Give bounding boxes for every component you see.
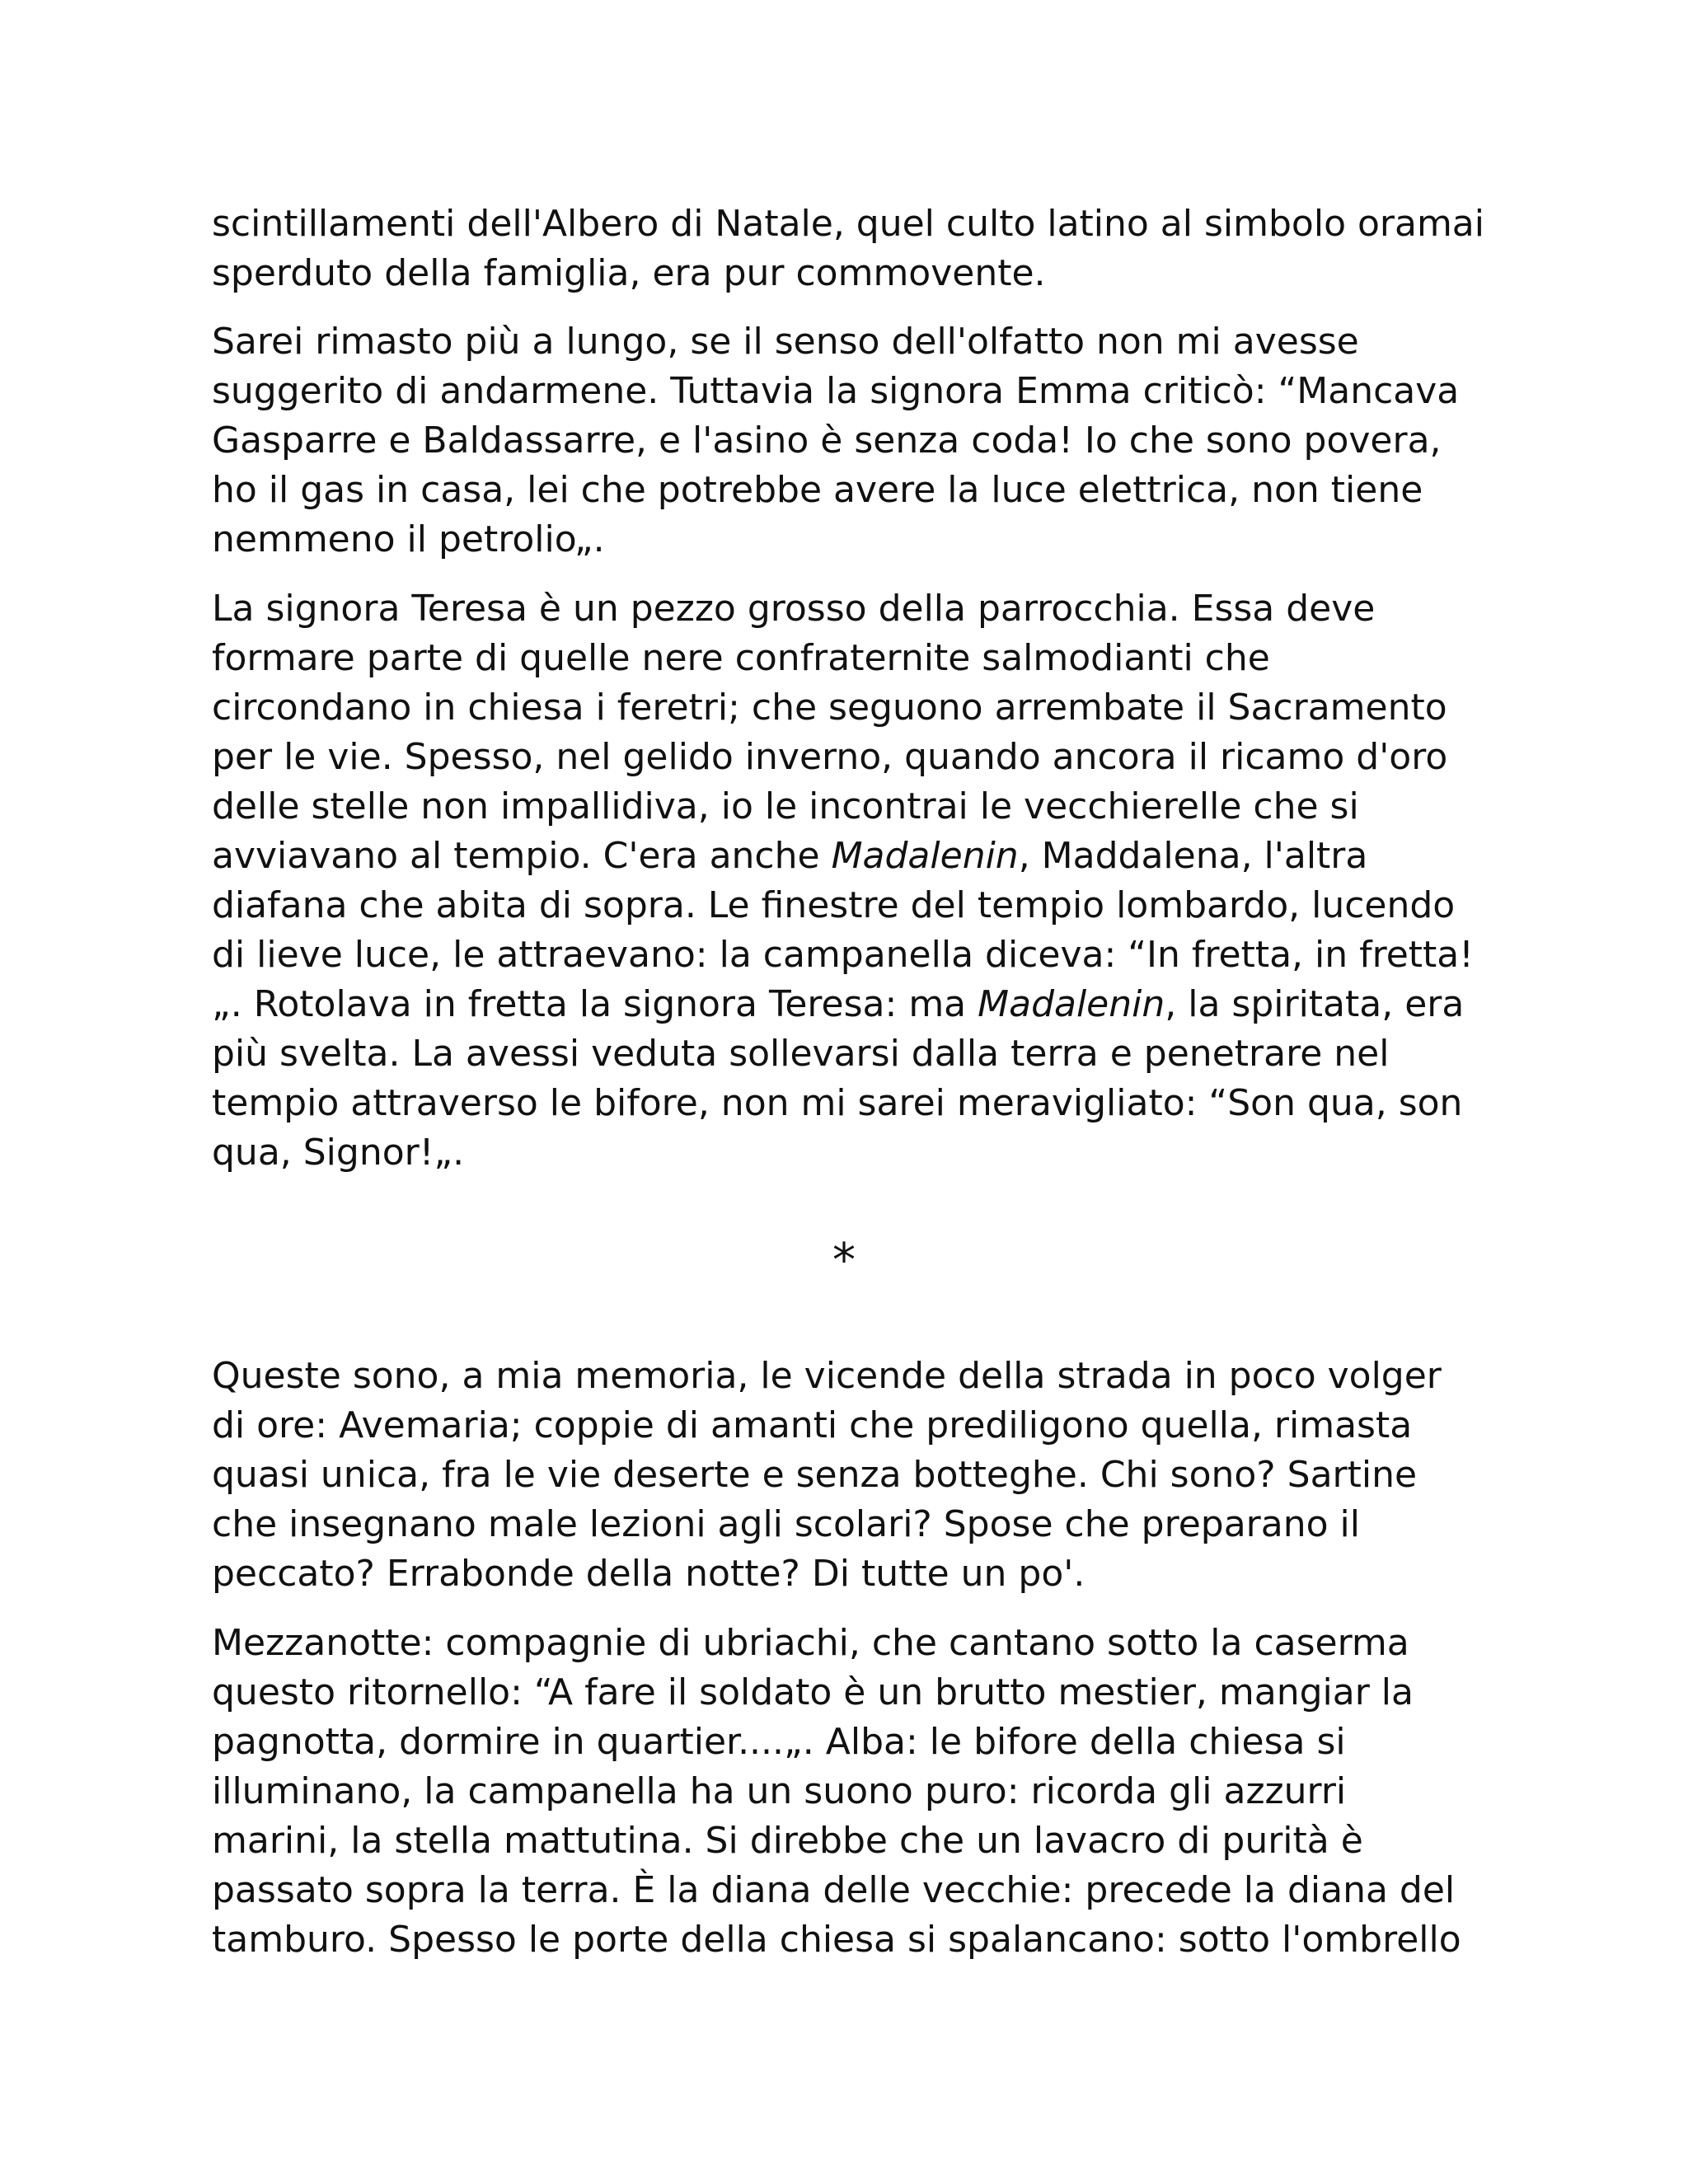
text-line: suggerito di andarmene. Tuttavia la signora Emma criticò: “Mancava (212, 370, 1460, 412)
text-line: peccato? Errabonde della notte? Di tutte un po'. (212, 1553, 1085, 1595)
italic-name: Madalenin (831, 835, 1019, 877)
paragraph-3 (212, 584, 1498, 1178)
text-line: Sarei rimasto più a lungo, se il senso dell'olfatto non mi avesse (212, 321, 1359, 363)
paragraph-4 (212, 1352, 1498, 1599)
text-line: marini, la stella mattutina. Si direbbe che un lavacro di purità è (212, 1820, 1363, 1862)
paragraph-1 (212, 199, 1498, 298)
text-line: Gasparre e Baldassarre, e l'asino è senza coda! Io che sono povera, (212, 419, 1442, 462)
text-line: questo ritornello: “A fare il soldato è un brutto mestier, mangiar la (212, 1671, 1414, 1713)
text-line: qua, Signor!„. (212, 1132, 465, 1174)
section-separator: * (832, 1234, 856, 1287)
text-line: La signora Teresa è un pezzo grosso della parrocchia. Essa deve (212, 588, 1376, 630)
text-line: sperduto della famiglia, era pur commovente. (212, 252, 1046, 294)
text-line: più svelta. La avessi veduta sollevarsi dalla terra e penetrare nel (212, 1033, 1390, 1075)
text-fragment: „. Rotolava in fretta la signora Teresa: ma (212, 983, 978, 1025)
text-line: passato sopra la terra. È la diana delle vecchie: precede la diana del (212, 1869, 1456, 1911)
text-line (212, 980, 1498, 1029)
text-fragment: , Maddalena, l'altra (1018, 835, 1368, 877)
text-line: diafana che abita di sopra. Le finestre del tempio lombardo, lucendo (212, 884, 1456, 926)
text-line: per le vie. Spesso, nel gelido inverno, quando ancora il ricamo d'oro (212, 736, 1448, 778)
text-line: formare parte di quelle nere confraternite salmodianti che (212, 637, 1270, 679)
text-fragment: , la spiritata, era (1165, 983, 1465, 1025)
text-line: tempio attraverso le bifore, non mi sarei meravigliato: “Son qua, son (212, 1082, 1463, 1124)
text-line: delle stelle non impallidiva, io le incontrai le vecchierelle che si (212, 785, 1359, 827)
text-line: quasi unica, fra le vie deserte e senza botteghe. Chi sono? Sartine (212, 1454, 1418, 1496)
text-line: che insegnano male lezioni agli scolari? Spose che preparano il (212, 1503, 1360, 1545)
text-line: nemmeno il petrolio„. (212, 518, 605, 560)
text-line: scintillamenti dell'Albero di Natale, quel culto latino al simbolo oramai (212, 203, 1484, 245)
paragraph-2 (212, 317, 1498, 565)
text-line: Mezzanotte: compagnie di ubriachi, che cantano sotto la caserma (212, 1622, 1409, 1664)
italic-name: Madalenin (978, 983, 1165, 1025)
text-line: pagnotta, dormire in quartier....„. Alba: le bifore della chiesa si (212, 1721, 1346, 1763)
text-line: di ore: Avemaria; coppie di amanti che prediligono quella, rimasta (212, 1404, 1413, 1446)
text-line: tamburo. Spesso le porte della chiesa si spalancano: sotto l'ombrello (212, 1919, 1461, 1961)
text-line: ho il gas in casa, lei che potrebbe avere la luce elettrica, non tiene (212, 469, 1423, 511)
text-line: illuminano, la campanella ha un suono puro: ricorda gli azzurri (212, 1770, 1347, 1812)
paragraph-5 (212, 1619, 1498, 1965)
text-line (212, 832, 1498, 881)
text-fragment: avviavano al tempio. C'era anche (212, 835, 832, 877)
text-line: di lieve luce, le attraevano: la campanella diceva: “In fretta, in fretta! (212, 934, 1474, 976)
text-line: circondano in chiesa i feretri; che seguono arrembate il Sacramento (212, 687, 1447, 729)
text-line: Queste sono, a mia memoria, le vicende della strada in poco volger (212, 1355, 1442, 1397)
